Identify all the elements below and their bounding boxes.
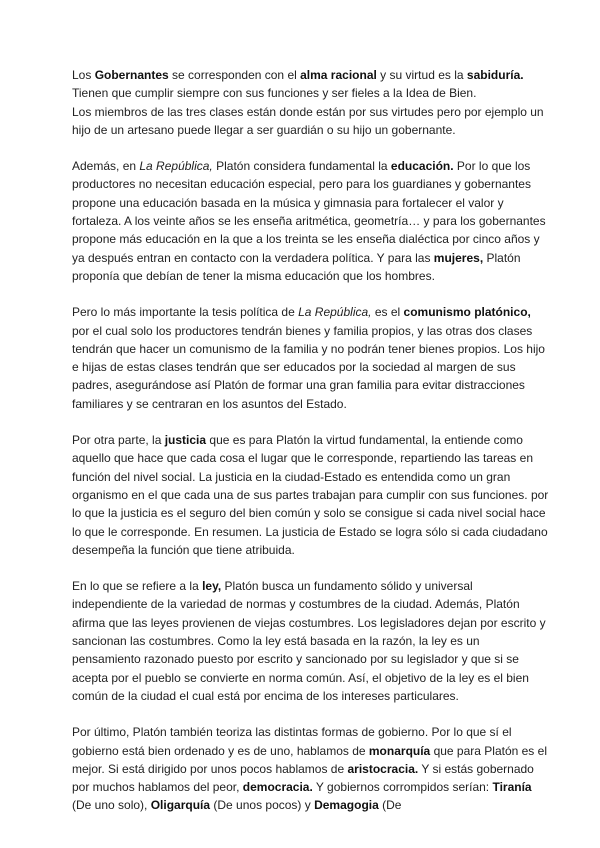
paragraph-comunismo — [72, 303, 550, 413]
text-run: por el cual solo los productores tendrán bienes y familia propios, y las otras dos clases tendrán que hacer un comunismo de la familia y no podrán tener bienes propios. Los hijo e hijas de estas clases tendrán que ser educados por la sociedad al margen de sus padres, asegurándose así Platón de formar una gran familia para evitar distracciones familiares y se centraran en los asuntos del Estado. — [72, 323, 545, 411]
paragraph-gobernantes — [72, 66, 550, 139]
text-run: es el — [371, 305, 404, 320]
text-run: (De — [378, 798, 402, 813]
text-run: Platón proponía que debían de tener la misma educación que los hombres. — [72, 250, 521, 283]
text-run: Y si estás gobernado por muchos hablamos del peor, — [72, 761, 534, 795]
text-run: Los miembros de las tres clases están donde están por sus virtudes pero por ejemplo un hijo de un artesano puede llegar a ser guardián o su hijo un gobernante. — [72, 104, 544, 137]
text-run: Los — [72, 68, 95, 82]
text-run: Por lo que los productores no necesitan educación especial, pero para los guardianes y gobernantes propone una educación basada en la música y gimnasia para fortalecer el valor y fortaleza. A los veinte años se les enseña aritmética, geometría… y para los gobernantes propone más educación en la que a los treinta se les enseña dialéctica por cinco años y ya después entran en contacto con la verdadera política. Y para las — [72, 159, 546, 265]
bold-term: sabiduría. — [466, 68, 524, 82]
bold-term: educación. — [390, 159, 454, 174]
bold-term: comunismo platónico, — [403, 305, 531, 320]
bold-term: mujeres, — [433, 250, 484, 265]
italic-title: La República, — [139, 159, 213, 174]
text-run: Por otra parte, la — [72, 433, 165, 448]
text-run: Platón busca un fundamento sólido y universal independiente de la variedad de normas y costumbres de la ciudad. Además, Platón afirma que las leyes provienen de viejas costumbres. Los legisladores dejan por escrito y sancionan las costumbres. Como la ley está basada en la razón, la ley es un pensamiento razonado puesto por escrito y sancionado por su legislador y que si se acepta por el pueblo se convierte en norma común. Así, el objetivo de la ley es el bien común de la ciudad el cual está por encima de los intereses particulares. — [72, 579, 546, 703]
text-run: Platón considera fundamental la — [212, 159, 391, 174]
paragraph-justicia — [72, 431, 550, 559]
bold-term: ley, — [202, 579, 222, 594]
italic-title: La República, — [298, 305, 372, 320]
text-run: En lo que se refiere a la — [72, 579, 203, 594]
text-run: Y gobiernos corrompidos serían: — [312, 780, 493, 795]
bold-term: aristocracia. — [347, 761, 419, 776]
bold-term: justicia — [164, 433, 207, 448]
text-run: Tienen que cumplir siempre con sus funciones y ser fieles a la Idea de Bien. — [72, 86, 477, 101]
bold-term: monarquía — [368, 743, 431, 758]
text-run: que es para Platón la virtud fundamental, la entiende como aquello que hace que cada cosa el lugar que le corresponde, repartiendo las tareas en función del nivel social. La justicia en la ciudad-Estado es entendida como un gran organismo en el que cada una de sus partes trabajan para cumplir con sus funciones. por lo que la justicia es el seguro del bien común y solo se consigue si cada nivel social hace lo que le corresponde. En resumen. La justicia de Estado se logra sólo si cada ciudadano desempeña la función que tiene atribuida. — [72, 433, 549, 557]
bold-term: Tiranía — [492, 780, 532, 795]
text-run: se corresponden con el — [168, 68, 301, 82]
text-run: Por último, Platón también teoriza las distintas formas de gobierno. Por lo que sí el gobierno está bien ordenado y es de uno, hablamos de — [72, 725, 512, 758]
paragraph-educacion — [72, 157, 550, 285]
paragraph-ley — [72, 577, 550, 705]
text-run: (De unos pocos) y — [210, 798, 315, 813]
text-run: Pero lo más importante la tesis política de — [72, 305, 299, 320]
bold-term: Gobernantes — [94, 68, 169, 82]
text-run: que para Platón es el mejor. Si está dirigido por unos pocos hablamos de — [72, 743, 547, 776]
text-run: (De uno solo), — [72, 798, 151, 813]
text-run: Además, en — [72, 159, 140, 174]
text-run: y su virtud es la — [376, 68, 467, 82]
bold-term: alma racional — [300, 68, 377, 82]
bold-term: Oligarquía — [150, 798, 211, 813]
bold-term: democracia. — [242, 780, 313, 795]
bold-term: Demagogia — [314, 798, 379, 813]
paragraph-gobierno — [72, 723, 550, 814]
